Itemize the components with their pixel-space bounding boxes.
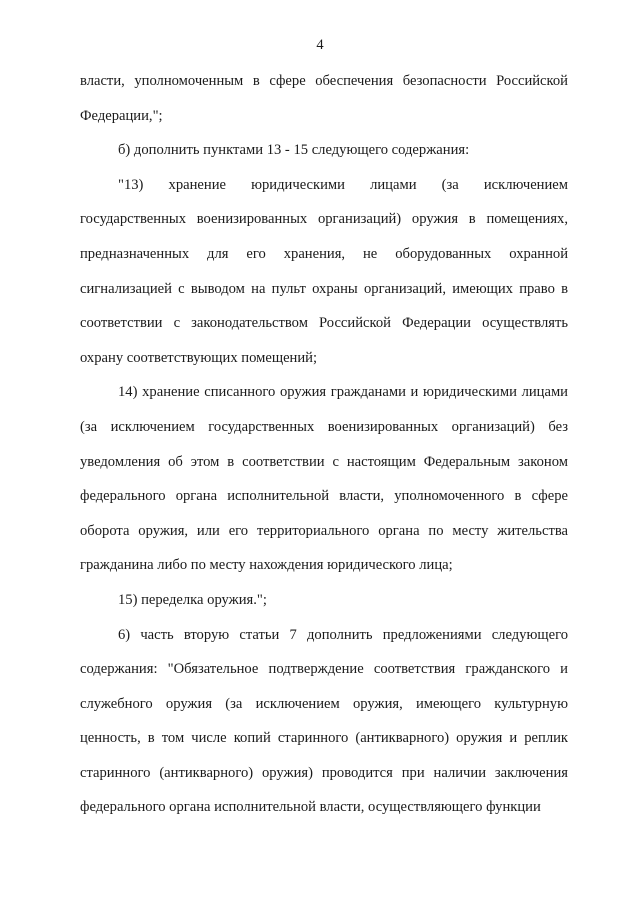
page-number: 4	[316, 37, 324, 53]
paragraph-item-13: "13) хранение юридическими лицами (за исключением государственных военизированных организаций) оружия в помещениях, предназначенных для его хранения, не оборудованных охранной сигнализацией с выводом на пульт охраны организаций, имеющих право в соответствии с законодательством Российской Федерации осуществлять охрану соответствующих помещений;	[80, 176, 568, 366]
paragraph-item-15: 15) переделка оружия.";	[118, 591, 267, 608]
paragraph-item-14: 14) хранение списанного оружия гражданами и юридическими лицами (за исключением государственных военизированных организаций) без уведомления об этом в соответствии с настоящим Федеральным законом федерального органа исполнительной власти, уполномоченного в сфере оборота оружия, или его территориального органа по месту жительства гражданина либо по месту нахождения юридического лица;	[80, 384, 568, 574]
paragraph-item-6: 6) часть вторую статьи 7 дополнить предложениями следующего содержания: "Обязательное подтверждение соответствия гражданского и служебного оружия (за исключением оружия, имеющего культурную ценность, в том числе копий старинного (антикварного) оружия и реплик старинного (антикварного) оружия) проводится при наличии заключения федерального органа исполнительной власти, осуществляющего функции	[80, 626, 568, 816]
document-body	[80, 64, 568, 825]
paragraph-continuation: власти, уполномоченным в сфере обеспечения безопасности Российской Федерации,";	[80, 73, 568, 124]
paragraph-item-b: б) дополнить пунктами 13 - 15 следующего содержания:	[118, 142, 470, 159]
